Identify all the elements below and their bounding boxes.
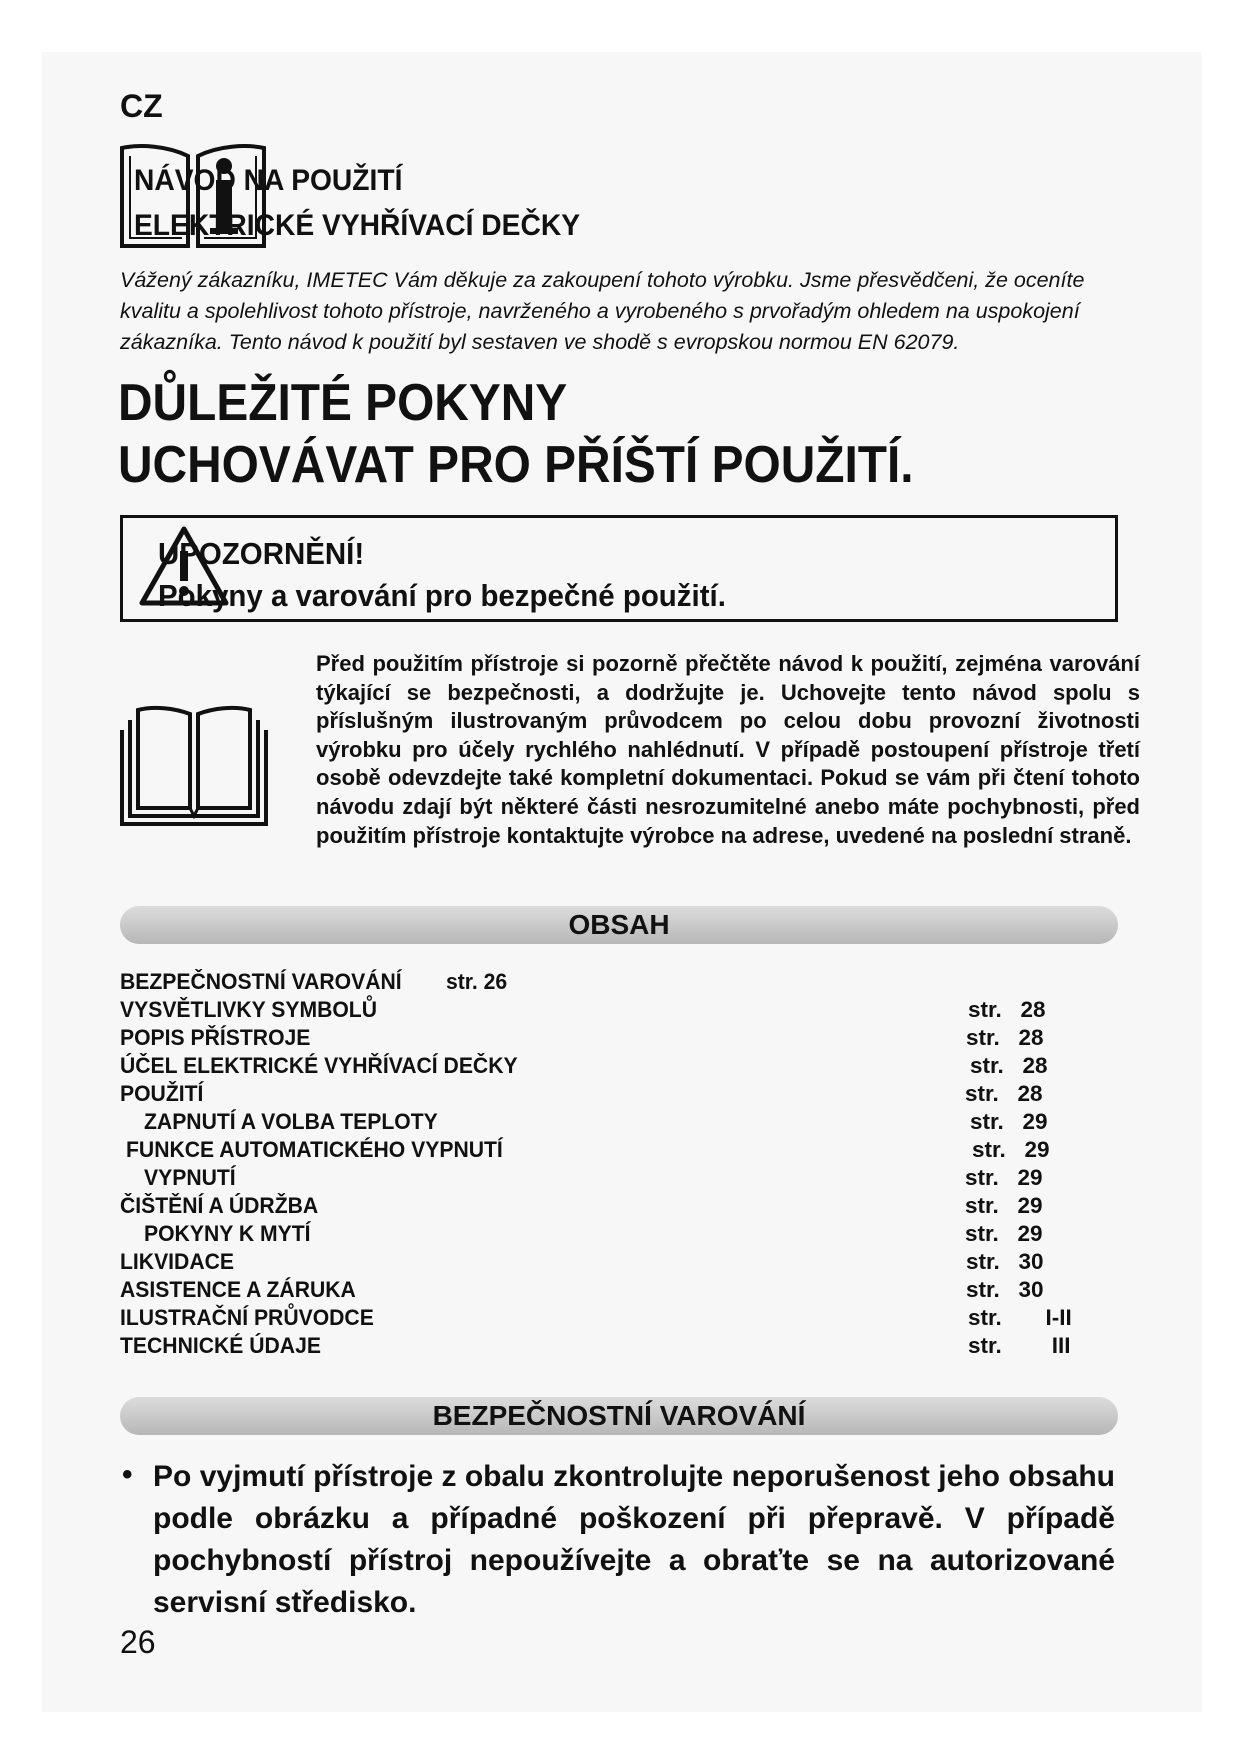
toc-page: str. 30 — [966, 1249, 1044, 1274]
toc-title: ČIŠTĚNÍ A ÚDRŽBA — [120, 1193, 319, 1218]
important-line-1: DŮLEŽITÉ POKYNY — [118, 374, 568, 432]
safety-item: Po vyjmutí přístroje z obalu zkontrolujte neporušenost jeho obsahu podle obrázku a případné poškození při přepravě. V případě pochybností přístroj nepoužívejte a obraťte se na autorizované servisní středisko. — [153, 1460, 1115, 1619]
toc-title: ASISTENCE A ZÁRUKA — [120, 1277, 356, 1302]
toc-page: str. 28 — [965, 1081, 1043, 1106]
toc-row — [120, 1136, 1080, 1164]
language-code: CZ — [120, 88, 163, 124]
toc-page: str. 28 — [968, 997, 1046, 1022]
toc-page: str. 28 — [966, 1025, 1044, 1050]
toc-row — [120, 1332, 1080, 1360]
toc-row — [120, 1304, 1080, 1332]
toc-title: VYSVĚTLIVKY SYMBOLŮ — [120, 997, 377, 1022]
page-number: 26 — [120, 1624, 156, 1660]
toc-row — [120, 1080, 1080, 1108]
toc-title: ZAPNUTÍ A VOLBA TEPLOTY — [144, 1109, 438, 1134]
toc-row — [120, 1276, 1080, 1304]
toc-page: str. 29 — [965, 1165, 1043, 1190]
toc-page: str. III — [968, 1333, 1071, 1358]
toc-page: str. 26 — [446, 969, 508, 994]
safety-heading-bar — [120, 1397, 1118, 1435]
toc-title: LIKVIDACE — [120, 1249, 234, 1274]
toc-row — [120, 1108, 1080, 1136]
important-heading — [118, 372, 914, 496]
toc-page: str. I-II — [968, 1305, 1072, 1330]
toc-row — [120, 1248, 1080, 1276]
toc-row — [120, 1192, 1080, 1220]
read-manual-icon — [118, 700, 270, 830]
warning-subtitle: Pokyny a varování pro bezpečné použití. — [158, 578, 726, 613]
toc-page: str. 29 — [965, 1193, 1043, 1218]
toc-page: str. 28 — [970, 1053, 1048, 1078]
toc-row — [120, 1052, 1080, 1080]
contents-heading: OBSAH — [568, 909, 670, 940]
intro-paragraph: Vážený zákazníku, IMETEC Vám děkuje za zakoupení tohoto výrobku. Jsme přesvědčeni, že oceníte kvalitu a spolehlivost tohoto přístroje, navrženého a vyrobeného s prvořadým ohledem na uspokojení zákazníka. Tento návod k použití byl sestaven ve shodě s evropskou normou EN 62079. — [120, 268, 1085, 354]
toc-row — [120, 968, 1080, 996]
read-instructions-paragraph: Před použitím přístroje si pozorně přečtěte návod k použití, zejména varování týkající se bezpečnosti, a dodržujte je. Uchovejte tento návod spolu s příslušným ilustrovaným průvodcem po celou dobu provozní životnosti výrobku pro účely rychlého nahlédnutí. V případě postoupení přístroje třetí osobě odevzdejte také kompletní dokumentaci. Pokud se vám při čtení tohoto návodu zdají být některé části nesrozumitelné anebo máte pochybnosti, před použitím přístroje kontaktujte výrobce na adrese, uvedené na poslední straně. — [316, 651, 1140, 848]
toc-page: str. 30 — [966, 1277, 1044, 1302]
toc-page: str. 29 — [970, 1109, 1048, 1134]
toc-page: str. 29 — [972, 1137, 1050, 1162]
toc-title: ÚČEL ELEKTRICKÉ VYHŘÍVACÍ DEČKY — [120, 1053, 518, 1078]
toc-row — [120, 1024, 1080, 1052]
title-line-2: ELEKTRICKÉ VYHŘÍVACÍ DEČKY — [134, 209, 581, 242]
warning-title: UPOZORNĚNÍ! — [158, 536, 365, 571]
toc-title: POPIS PŘÍSTROJE — [120, 1025, 311, 1050]
toc-title: ILUSTRAČNÍ PRŮVODCE — [120, 1305, 374, 1330]
title-line-1: NÁVOD NA POUŽITÍ — [134, 164, 403, 197]
toc-title: VYPNUTÍ — [144, 1165, 236, 1190]
warning-text — [158, 533, 726, 617]
toc-title: FUNKCE AUTOMATICKÉHO VYPNUTÍ — [126, 1137, 503, 1162]
bullet-marker: • — [122, 1458, 133, 1491]
toc-title: POKYNY K MYTÍ — [144, 1221, 311, 1246]
toc-title: BEZPEČNOSTNÍ VAROVÁNÍ — [120, 969, 402, 994]
important-line-2: UCHOVÁVAT PRO PŘÍŠTÍ POUŽITÍ. — [118, 436, 914, 494]
manual-title — [134, 158, 580, 248]
toc-title: POUŽITÍ — [120, 1081, 204, 1106]
toc-title: TECHNICKÉ ÚDAJE — [120, 1333, 321, 1358]
safety-heading: BEZPEČNOSTNÍ VAROVÁNÍ — [432, 1400, 806, 1431]
toc-row — [120, 1164, 1080, 1192]
contents-heading-bar — [120, 906, 1118, 944]
toc-page: str. 29 — [965, 1221, 1043, 1246]
toc-row — [120, 996, 1080, 1024]
toc-row — [120, 1220, 1080, 1248]
